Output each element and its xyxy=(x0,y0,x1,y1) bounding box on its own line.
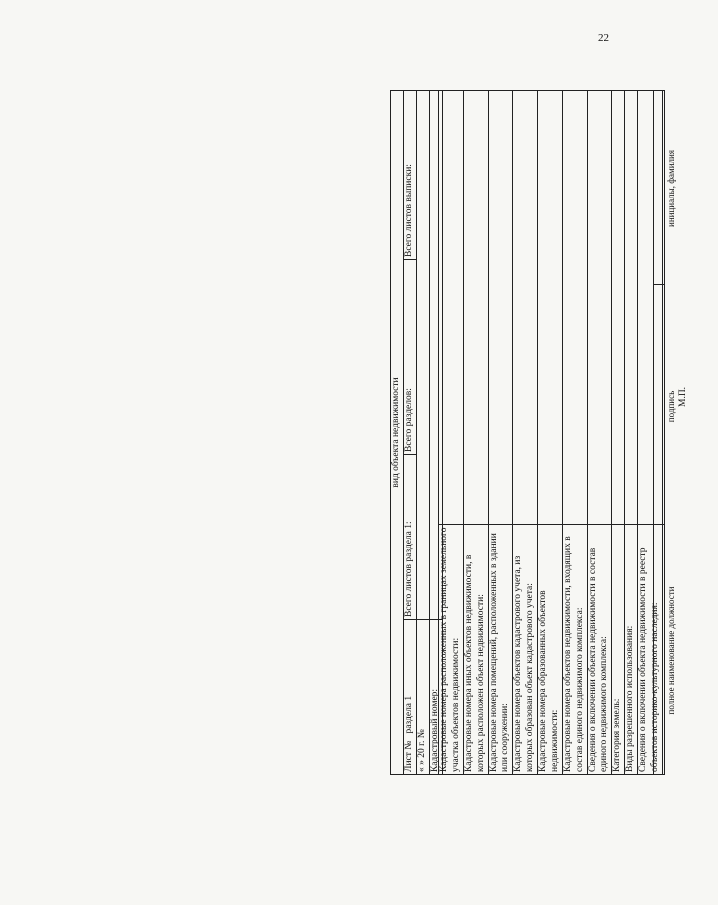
stamp-label: М.П. xyxy=(678,386,688,407)
table-row: Кадастровые номера образованных объектов недвижимости: xyxy=(538,91,563,775)
total-sections: Всего разделов: xyxy=(404,260,417,455)
table-row: Кадастровые номера объектов недвижимости, входящих в состав единого недвижимого комплекса: xyxy=(562,91,587,775)
extract-form xyxy=(390,90,718,775)
name-field xyxy=(654,91,665,285)
table-row: Категория земель: xyxy=(612,91,625,775)
date-number-line: « » 20 г. № xyxy=(417,620,430,775)
table-row: Кадастровые номера помещений, расположенных в здании или сооружении: xyxy=(488,91,513,775)
position-caption: полное наименование должности xyxy=(666,586,676,715)
sheet-label: Лист № xyxy=(404,740,414,772)
sheet-number-cell xyxy=(404,620,417,775)
signature-labels xyxy=(666,90,678,775)
table-row: Сведения о включении объекта недвижимости в реестр объектов историко-культурного наследия: xyxy=(638,91,663,775)
signature-caption: подпись xyxy=(666,390,676,423)
section-label: раздела 1 xyxy=(404,695,414,734)
signature-table xyxy=(653,90,665,775)
position-field xyxy=(654,525,665,775)
total-sheets-section: Всего листов раздела 1: xyxy=(404,455,417,620)
cadastral-number-label: Кадастровый номер: xyxy=(430,620,443,775)
header-table xyxy=(390,90,443,775)
form-title: вид объекта недвижимости xyxy=(391,91,404,775)
info-table xyxy=(438,90,663,775)
table-row: Сведения о включении объекта недвижимости в состав единого недвижимого комплекса: xyxy=(587,91,612,775)
table-row: Кадастровые номера расположенных в границах земельного участка объектов недвижимости: xyxy=(439,91,464,775)
page-number: 22 xyxy=(598,32,609,44)
total-sheets-extract: Всего листов выписки: xyxy=(404,91,417,260)
table-row: Кадастровые номера объектов кадастрового учета, из которых образован объект кадастрового учета: xyxy=(513,91,538,775)
name-caption: инициалы, фамилия xyxy=(666,150,676,227)
table-row: Виды разрешенного использования: xyxy=(625,91,638,775)
signature-field xyxy=(654,285,665,525)
table-row: Кадастровые номера иных объектов недвижимости, в которых расположен объект недвижимости: xyxy=(463,91,488,775)
